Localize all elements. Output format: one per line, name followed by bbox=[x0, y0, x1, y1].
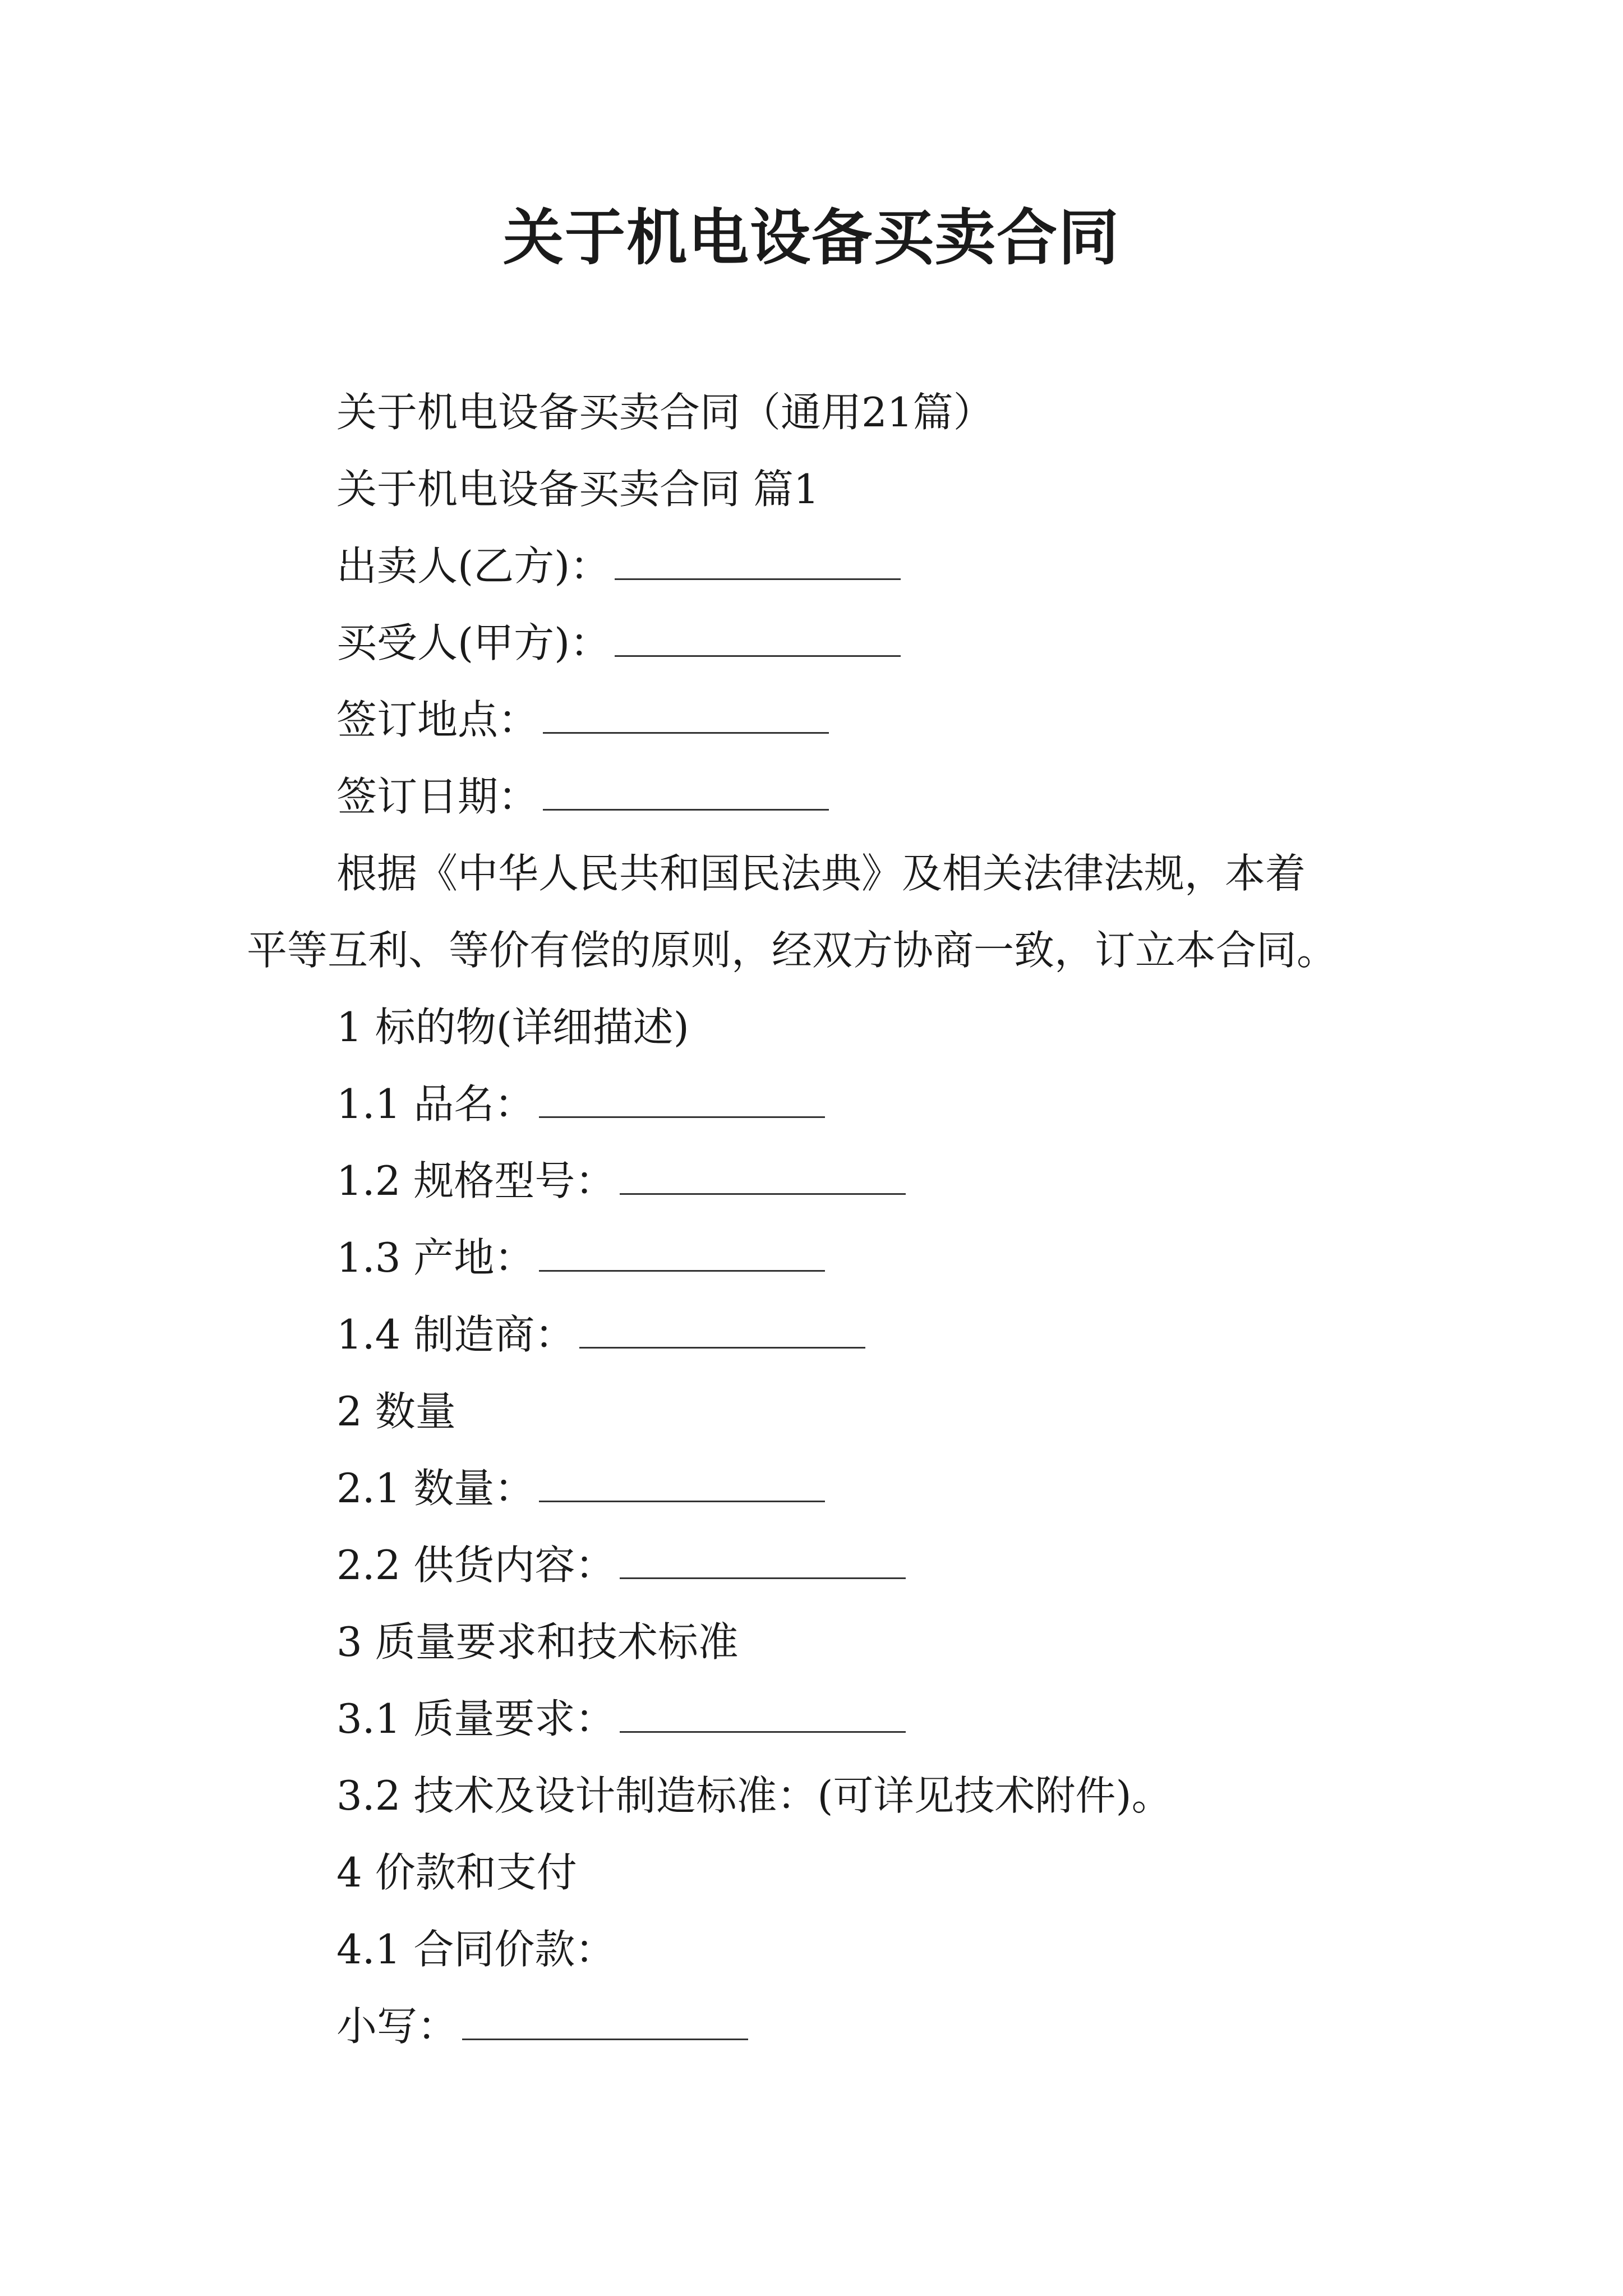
quantity-line: 2.1 数量： bbox=[336, 1460, 825, 1516]
section-4-heading: 4 价款和支付 bbox=[336, 1849, 577, 1896]
supply-content-blank[interactable] bbox=[620, 1544, 906, 1579]
amount-lowercase-line: 小写： bbox=[336, 1998, 748, 2054]
manufacturer-line: 1.4 制造商： bbox=[336, 1306, 865, 1363]
buyer-blank[interactable] bbox=[615, 622, 901, 657]
quantity-blank[interactable] bbox=[539, 1467, 825, 1502]
technical-standard-line: 3.2 技术及设计制造标准：(可详见技术附件)。 bbox=[336, 1772, 1172, 1819]
quality-line: 3.1 质量要求： bbox=[336, 1691, 906, 1747]
section-3-heading: 3 质量要求和技术标准 bbox=[336, 1618, 739, 1665]
section-2-heading: 2 数量 bbox=[336, 1388, 456, 1435]
buyer-line: 买受人(甲方)： bbox=[336, 615, 901, 671]
intro-paragraph: 根据《中华人民共和国民法典》及相关法律法规，本着 平等互利、等价有偿的原则，经双方协商一致，订立本合同。 bbox=[247, 850, 1338, 974]
manufacturer-blank[interactable] bbox=[579, 1313, 865, 1349]
amount-lowercase-blank[interactable] bbox=[462, 2005, 748, 2040]
signing-place-blank[interactable] bbox=[543, 698, 829, 734]
origin-line: 1.3 产地： bbox=[336, 1230, 825, 1286]
seller-blank[interactable] bbox=[615, 545, 901, 580]
signing-date-line: 签订日期： bbox=[336, 769, 829, 825]
product-name-line: 1.1 品名： bbox=[336, 1076, 825, 1132]
product-name-blank[interactable] bbox=[539, 1083, 825, 1118]
contract-price-line: 4.1 合同价款： bbox=[336, 1926, 616, 1973]
chapter-heading: 关于机电设备买卖合同 篇1 bbox=[336, 466, 819, 513]
model-blank[interactable] bbox=[620, 1159, 906, 1195]
supply-content-line: 2.2 供货内容： bbox=[336, 1537, 906, 1593]
seller-line: 出卖人(乙方)： bbox=[336, 538, 901, 594]
document-subtitle: 关于机电设备买卖合同（通用21篇） bbox=[336, 389, 994, 436]
origin-blank[interactable] bbox=[539, 1236, 825, 1272]
quality-blank[interactable] bbox=[620, 1697, 906, 1733]
section-1-heading: 1 标的物(详细描述) bbox=[336, 1004, 689, 1051]
signing-place-line: 签订地点： bbox=[336, 692, 829, 748]
signing-date-blank[interactable] bbox=[543, 775, 829, 811]
document-title: 关于机电设备买卖合同 bbox=[502, 203, 1120, 273]
model-line: 1.2 规格型号： bbox=[336, 1153, 906, 1209]
